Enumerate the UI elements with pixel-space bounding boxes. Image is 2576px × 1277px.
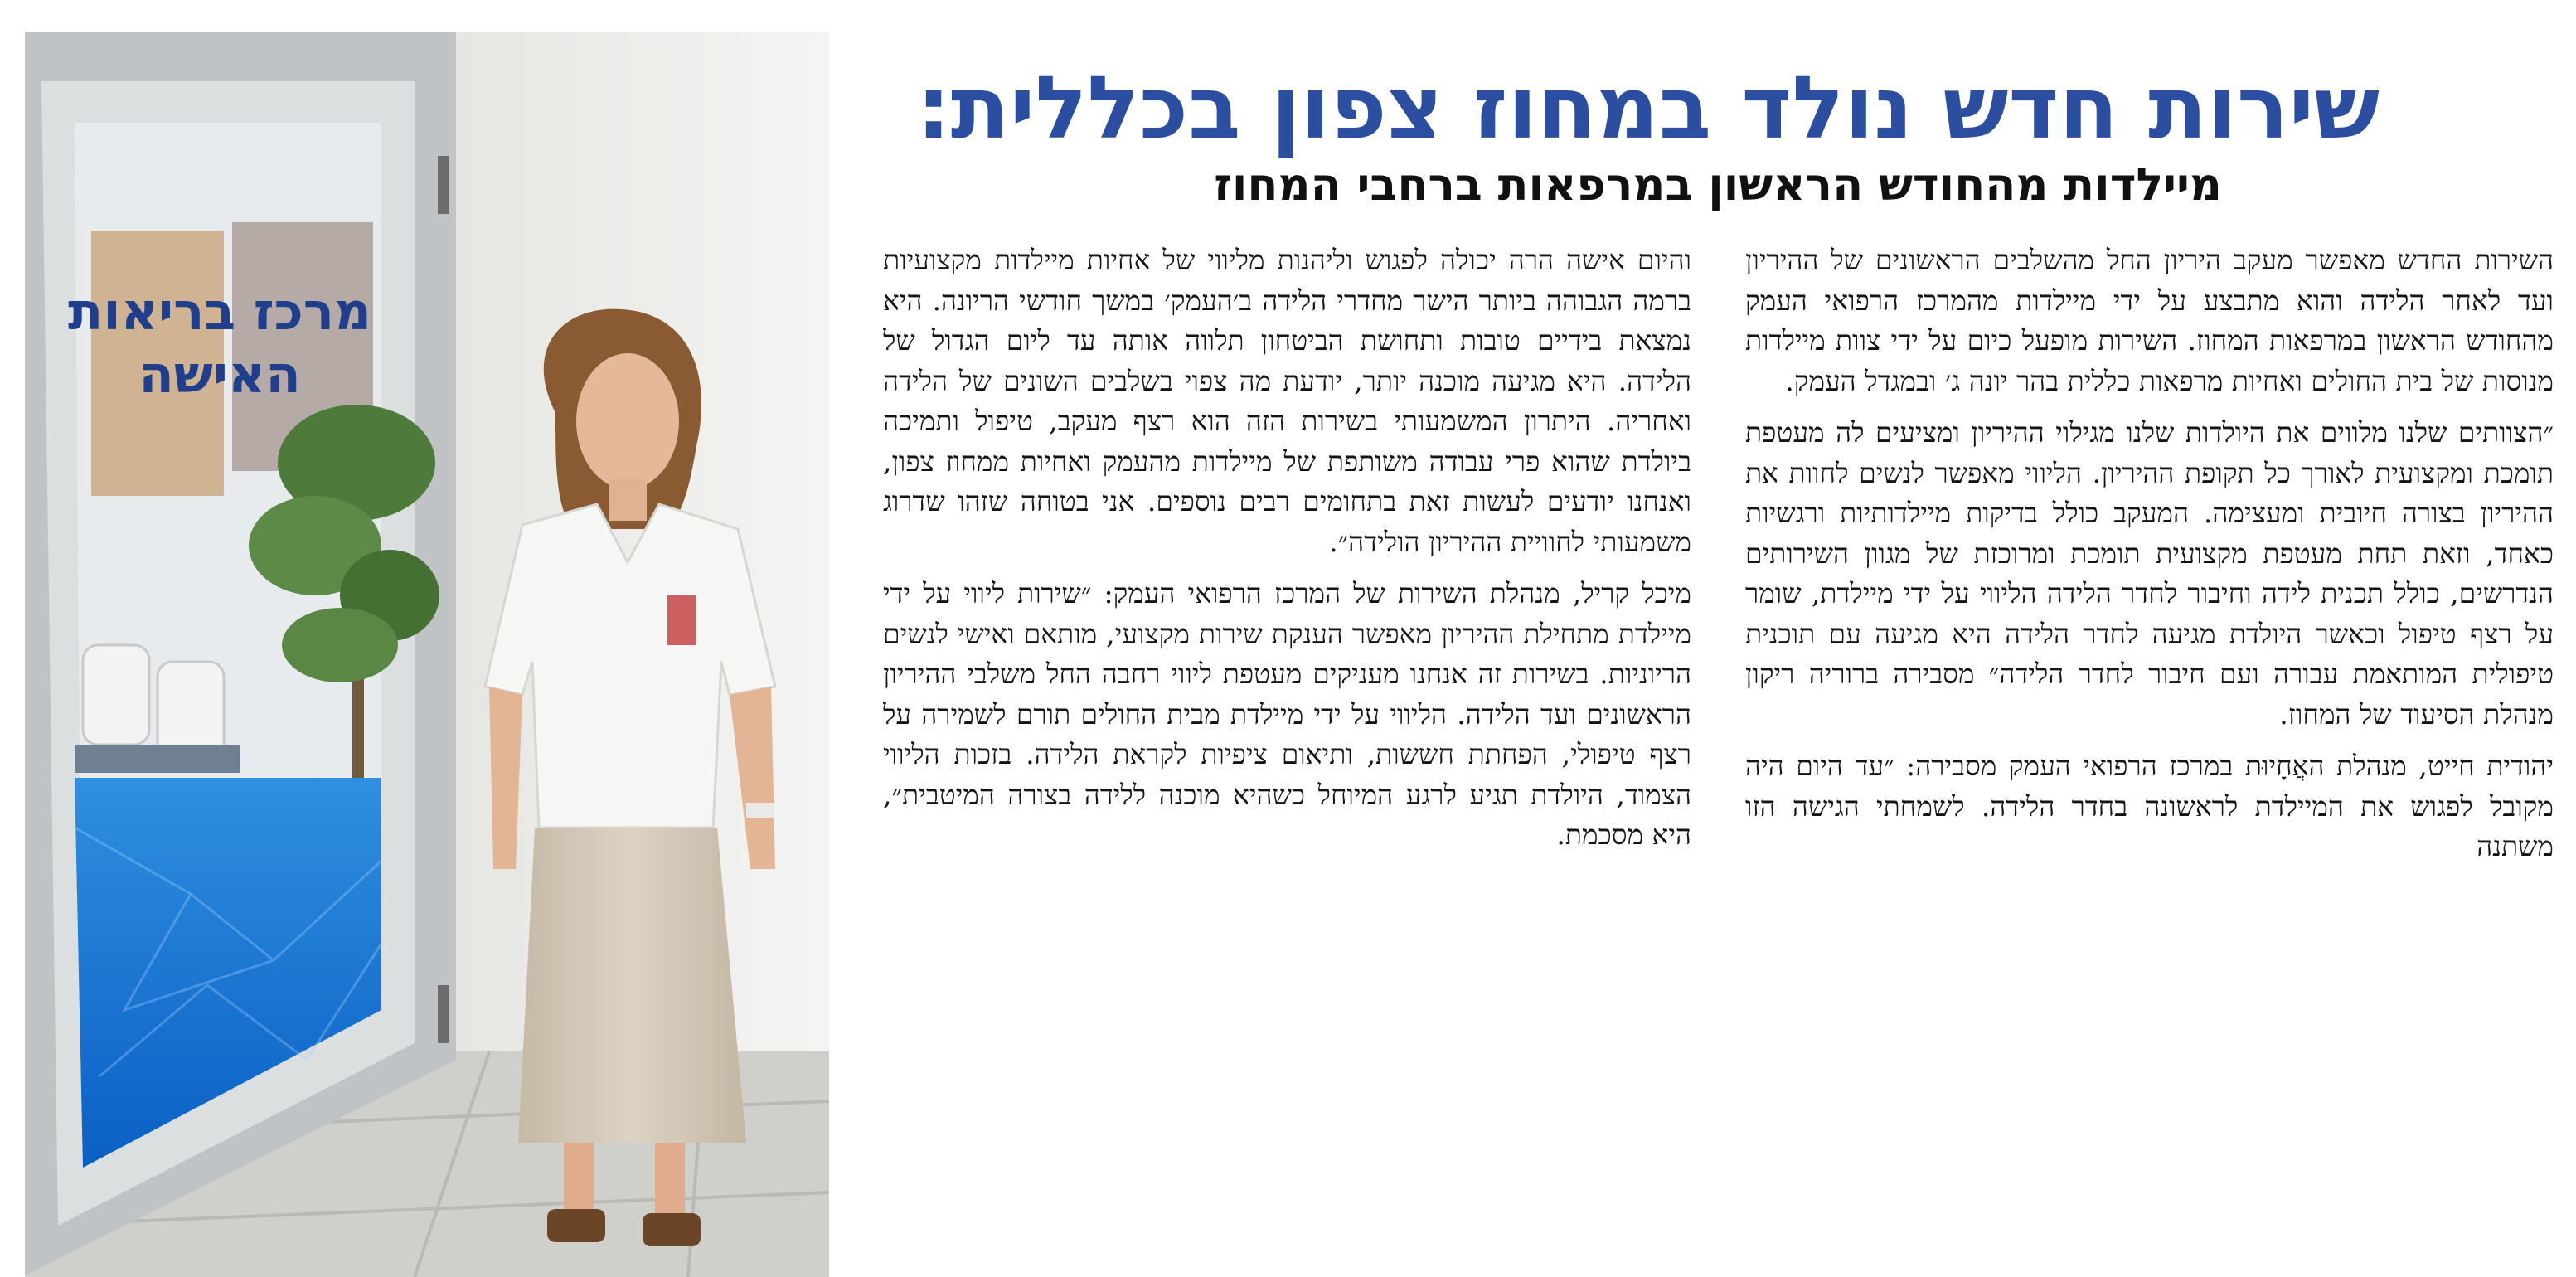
paragraph: והיום אישה הרה יכולה לפגוש וליהנות מליווי של אחיות מיילדות מקצועיות ברמה הגבוהה ביותר הישר מחדרי הלידה ב׳העמק׳ במשך חודשי הריונה. היא נמצאת בידיים טובות ותחושת הביטחון תלווה אותה עד ליום הגדול של הלידה. היא מגיעה מוכנה יותר, יודעת מה צפוי בשלבים השונים של הלידה ואחריה. היתרון המשמעותי בשירות הזה הוא רצף מעקב, טיפול ותמיכה ביולדת שהוא פרי עבודה משותפת של מיילדות מהעמק ואחיות ממחוז צפון, ואנחנו יודעים לעשות זאת בתחומים רבים נוספים. אני בטוחה שזהו שדרוג משמעותי לחוויית ההיריון הולידה״. (883, 244, 1691, 558)
article (862, 33, 2554, 1277)
door-hinge-top (438, 156, 449, 214)
paragraph: מיכל קריל, מנהלת השירות של המרכז הרפואי העמק: ״שירות ליווי על ידי מיילדת מתחילת ההיריון מאפשר הענקת שירות מקצועי, מותאם ואישי לנשים הריוניות. בשירות זה אנחנו מעניקים מעטפת ליווי רחבה החל משלבי ההיריון הראשונים ועד הלידה. הליווי על ידי מיילדת מבית החולים תורם לשמירה על רצף טיפולי, הפחתת חששות, ותיאום ציפיות לקראת הלידה. בזכות הליווי הצמוד, היולדת תגיע לרגע המיוחל כשהיא מוכנה ללידה בצורה המיטבית״, היא מסכמת. (883, 577, 1691, 851)
paragraph: ״הצוותים שלנו מלווים את היולדות שלנו מגילוי ההיריון ומציעים לה מעטפת תומכת ומקצועית לאורך כל תקופת ההיריון. הליווי מאפשר לנשים לחוות את ההיריון בצורה חיובית ומעצימה. המעקב כולל בדיקות מיילדותיות ורגשיות כאחד, וזאת תחת מעטפת מקצועית תומכת ומרוכזת של מגוון השירותים הנדרשים, כולל תכנית לידה וחיבור לחדר הלידה הליווי על ידי מיילדת, שומר על רצף טיפול וכאשר היולדת מגיעה לחדר הלידה היא מגיעה עם תוכנית טיפולית המותאמת עבורה ועם חיבור לחדר הלידה״ מסבירה ברוריה ריקון מנהלת הסיעוד של המחוז. (1745, 416, 2554, 731)
photo-illustration (25, 32, 829, 1277)
column-left (883, 240, 1691, 1277)
article-photo (25, 32, 829, 1277)
subheadline: מיילדות מהחודש הראשון במרפאות ברחבי המחוז (1214, 158, 2222, 211)
clinic-sign-line2: האישה (138, 344, 301, 405)
paragraph: השירות החדש מאפשר מעקב היריון החל מהשלבים הראשונים של ההיריון ועד לאחר הלידה והוא מתבצע על ידי מיילדות מהמרכז הרפואי העמק מהחודש הראשון במרפאות המחוז. השירות מופעל כיום על ידי צוות מיילדות מנוסות של בית החולים ואחיות מרפאות כללית בהר יונה ג׳ ובמגדל העמק. (1745, 244, 2554, 397)
column-right (1745, 240, 2554, 1277)
clinic-sign-line1: מרכז בריאות (68, 281, 371, 342)
paragraph: יהודית חייט, מנהלת האֲחָיוּת במרכז הרפואי העמק מסבירה: ״עד היום היה מקובל לפגוש את המיילדת לראשונה בחדר הלידה. לשמחתי הגישה הזו משתנה (1745, 750, 2554, 862)
headline: שירות חדש נולד במחוז צפון בכללית: (916, 57, 2380, 158)
clinic-sign (58, 280, 381, 406)
door-hinge-bottom (438, 985, 449, 1043)
